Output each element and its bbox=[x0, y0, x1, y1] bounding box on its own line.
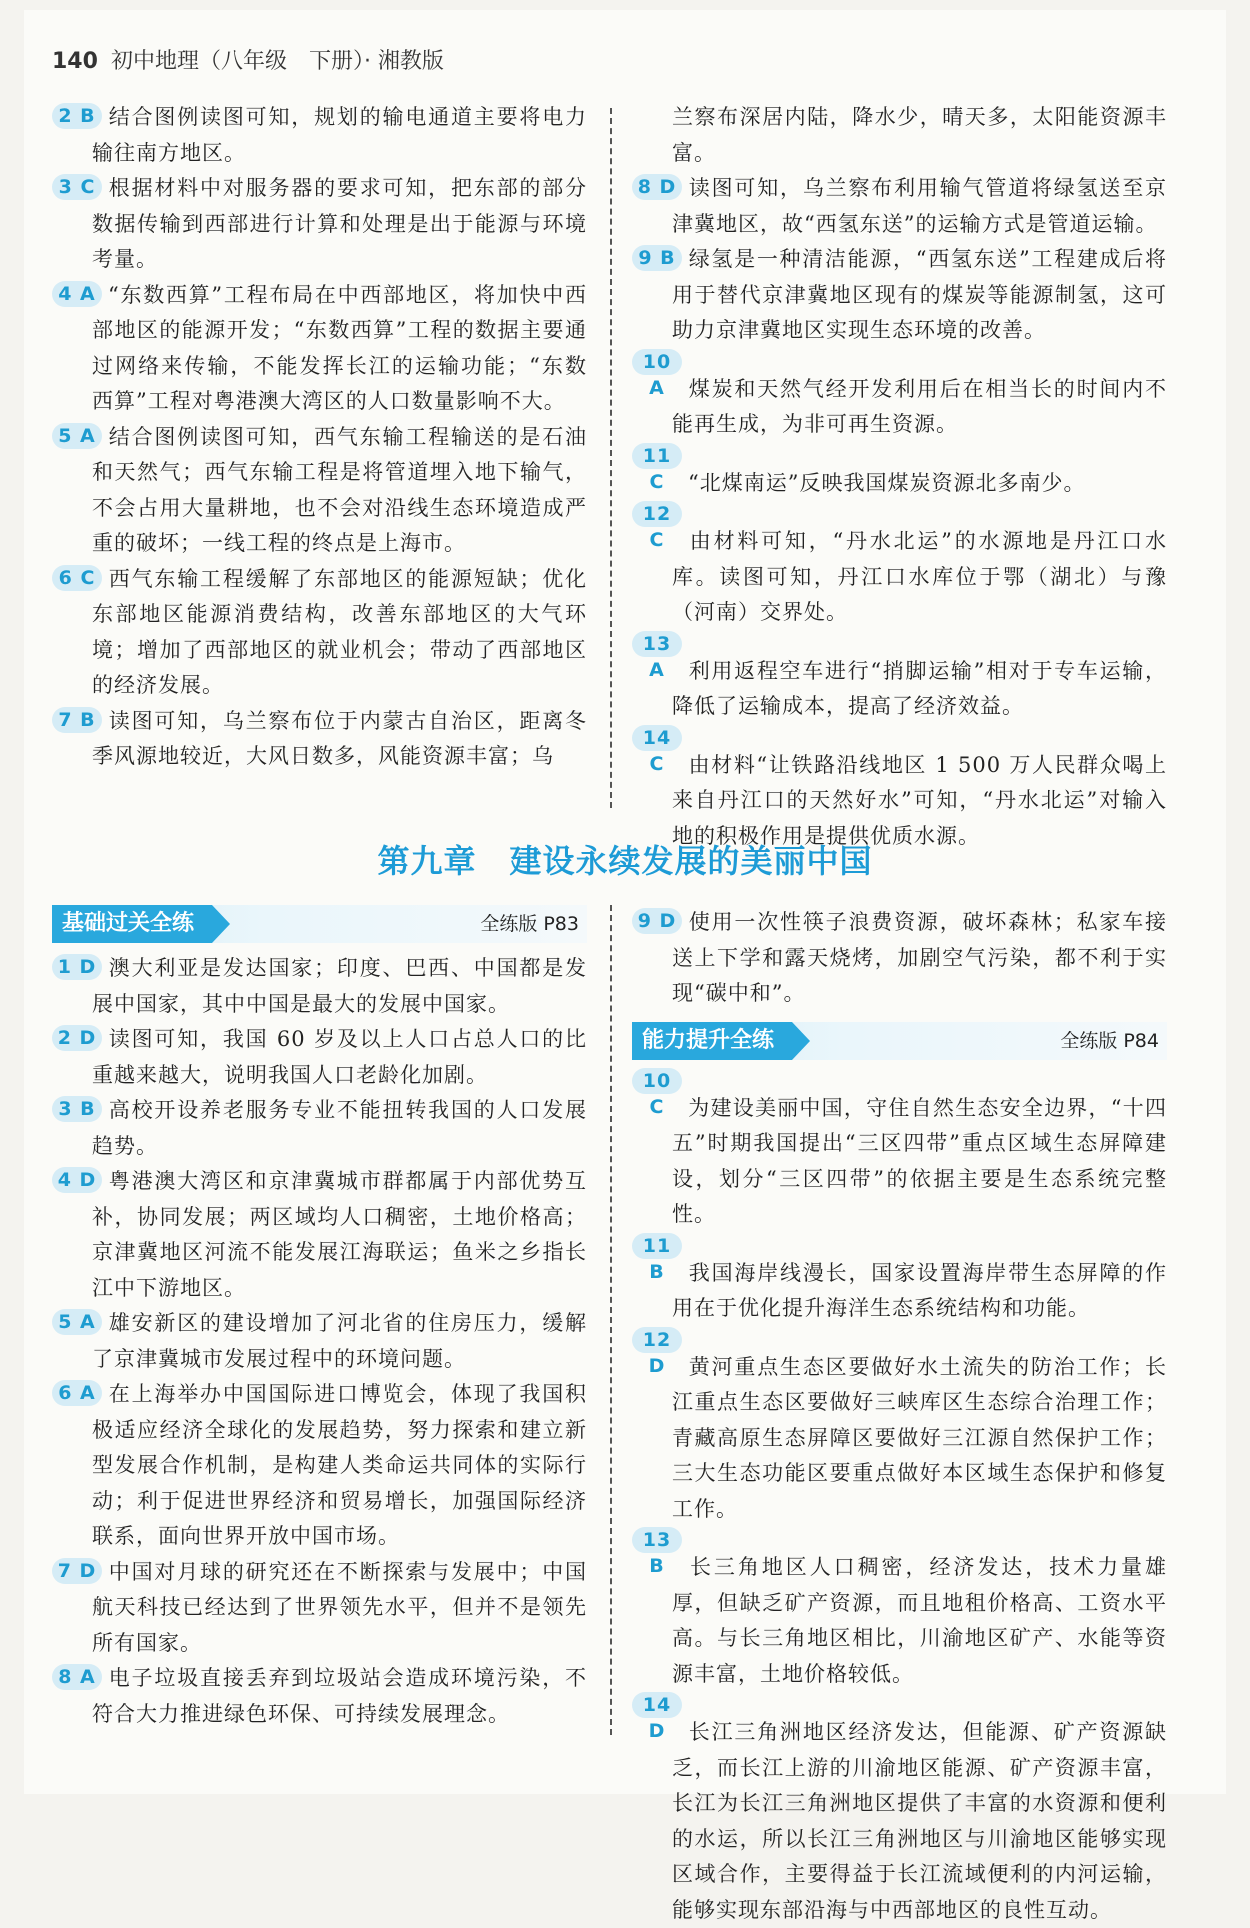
answer-item bbox=[52, 562, 587, 704]
answer-badge: 4 A bbox=[52, 281, 102, 307]
section-page-ref: 全练版 P83 bbox=[480, 913, 579, 935]
answer-text: 黄河重点生态区要做好水土流失的防治工作；长江重点生态区要做好三峡库区生态综合治理工作；青藏高原生态屏障区要做好三江源自然保护工作；三大生态功能区要重点做好本区域生态保护和修复工作。 bbox=[672, 1354, 1167, 1521]
answer-item bbox=[632, 631, 1167, 725]
answer-item bbox=[52, 1093, 587, 1164]
answer-text: 煤炭和天然气经开发利用后在相当长的时间内不能再生成，为非可再生资源。 bbox=[672, 376, 1167, 436]
section-label: 基础过关全练 bbox=[52, 905, 212, 943]
answer-badge: 13 A bbox=[632, 631, 682, 657]
answer-item bbox=[52, 278, 587, 420]
answer-badge: 10 C bbox=[632, 1068, 682, 1094]
answer-item bbox=[632, 1692, 1167, 1928]
answer-text: 长三角地区人口稠密，经济发达，技术力量雄厚，但缺乏矿产资源，而且地租价格高、工资水平高。与长三角地区相比，川渝地区矿产、水能等资源丰富，土地价格较低。 bbox=[672, 1555, 1167, 1686]
answer-text: 中国对月球的研究还在不断探索与发展中；中国航天科技已经达到了世界领先水平，但并不是领先所有国家。 bbox=[92, 1559, 587, 1655]
answer-text: 为建设美丽中国，守住自然生态安全边界，“十四五”时期我国提出“三区四带”重点区域生态屏障建设，划分“三区四带”的依据主要是生态系统完整性。 bbox=[672, 1095, 1167, 1226]
answer-item bbox=[632, 1527, 1167, 1692]
answer-text: 西气东输工程缓解了东部地区的能源短缺；优化东部地区能源消费结构，改善东部地区的大气环境；增加了西部地区的就业机会；带动了西部地区的经济发展。 bbox=[92, 566, 587, 697]
answer-badge: 9 B bbox=[632, 245, 682, 271]
answer-badge: 3 B bbox=[52, 1096, 102, 1122]
answer-badge: 8 D bbox=[632, 174, 682, 200]
answer-badge: 9 D bbox=[632, 908, 682, 934]
answer-text: 粤港澳大湾区和京津冀城市群都属于内部优势互补，协同发展；两区域均人口稠密，土地价格高；京津冀地区河流不能发展江海联运；鱼米之乡指长江中下游地区。 bbox=[92, 1169, 587, 1300]
answer-badge: 5 A bbox=[52, 1309, 102, 1335]
answer-badge: 10 A bbox=[632, 349, 682, 375]
answer-text: 利用返程空车进行“捎脚运输”相对于专车运输，降低了运输成本，提高了经济效益。 bbox=[672, 658, 1167, 718]
answer-text: 读图可知，乌兰察布利用输气管道将绿氢送至京津冀地区，故“西氢东送”的运输方式是管道运输。 bbox=[672, 176, 1167, 236]
bottom-left-column bbox=[52, 905, 587, 1732]
answer-text: 雄安新区的建设增加了河北省的住房压力，缓解了京津冀城市发展过程中的环境问题。 bbox=[92, 1311, 587, 1371]
section-label: 能力提升全练 bbox=[632, 1022, 792, 1060]
answer-text: 我国海岸线漫长，国家设置海岸带生态屏障的作用在于优化提升海洋生态系统结构和功能。 bbox=[672, 1260, 1167, 1320]
answer-badge: 4 D bbox=[52, 1167, 102, 1193]
answer-text: 长江三角洲地区经济发达，但能源、矿产资源缺乏，而长江上游的川渝地区能源、矿产资源丰富，长江为长江三角洲地区提供了丰富的水资源和便利的水运，所以长江三角洲地区与川渝地区能够实现区域合作，主要得益于长江流域便利的内河运输，能够实现东部沿海与中西部地区的良性互动。 bbox=[672, 1720, 1167, 1922]
answer-item bbox=[52, 171, 587, 278]
answer-text: 澳大利亚是发达国家；印度、巴西、中国都是发展中国家，其中中国是最大的发展中国家。 bbox=[92, 956, 587, 1016]
answer-item bbox=[52, 951, 587, 1022]
answer-badge: 3 C bbox=[52, 174, 102, 200]
running-head bbox=[52, 44, 444, 75]
answer-item bbox=[632, 443, 1167, 502]
answer-badge: 14 C bbox=[632, 725, 682, 751]
answer-item bbox=[632, 349, 1167, 443]
answer-item bbox=[52, 1377, 587, 1555]
answer-text: 读图可知，乌兰察布位于内蒙古自治区，距离冬季风源地较近，大风日数多，风能资源丰富；乌 bbox=[92, 708, 587, 768]
answer-item bbox=[52, 1555, 587, 1662]
answer-text: 结合图例读图可知，西气东输工程输送的是石油和天然气；西气东输工程是将管道埋入地下输气，不会占用大量耕地，也不会对沿线生态环境造成严重的破坏；一线工程的终点是上海市。 bbox=[92, 424, 587, 555]
answer-item bbox=[632, 501, 1167, 631]
bottom-right-column bbox=[632, 905, 1167, 1928]
answer-text: 电子垃圾直接丢弃到垃圾站会造成环境污染，不符合大力推进绿色环保、可持续发展理念。 bbox=[92, 1666, 587, 1726]
answer-text: 使用一次性筷子浪费资源，破坏森林；私家车接送上下学和露天烧烤，加剧空气污染，都不利于实现“碳中和”。 bbox=[672, 910, 1167, 1005]
answer-badge: 12 D bbox=[632, 1327, 682, 1353]
answer-badge: 7 D bbox=[52, 1558, 102, 1584]
answer-badge: 2 D bbox=[52, 1025, 102, 1051]
answer-item bbox=[52, 704, 587, 775]
answer-item bbox=[52, 100, 587, 171]
answer-item bbox=[632, 905, 1167, 1012]
answer-badge: 2 B bbox=[52, 103, 102, 129]
answer-item bbox=[632, 242, 1167, 349]
answer-text: 高校开设养老服务专业不能扭转我国的人口发展趋势。 bbox=[92, 1098, 587, 1158]
page-number: 140 bbox=[52, 49, 98, 74]
answer-badge: 8 A bbox=[52, 1664, 102, 1690]
answer-text: 由材料可知，“丹水北运”的水源地是丹江口水库。读图可知，丹江口水库位于鄂（湖北）与豫（河南）交界处。 bbox=[672, 529, 1167, 624]
answer-item bbox=[52, 1661, 587, 1732]
column-divider-bottom bbox=[610, 905, 612, 1735]
answer-item bbox=[632, 1327, 1167, 1528]
top-left-column bbox=[52, 100, 587, 775]
answer-item bbox=[632, 1233, 1167, 1327]
answer-text: 根据材料中对服务器的要求可知，把东部的部分数据传输到西部进行计算和处理是出于能源与环境考量。 bbox=[92, 176, 587, 271]
answer-text: 在上海举办中国国际进口博览会，体现了我国积极适应经济全球化的发展趋势，努力探索和建立新型发展合作机制，是构建人类命运共同体的实际行动；利于促进世界经济和贸易增长，加强国际经济联系，面向世界开放中国市场。 bbox=[92, 1382, 587, 1548]
answer-badge: 1 D bbox=[52, 954, 102, 980]
answer-text: “东数西算”工程布局在中西部地区，将加快中西部地区的能源开发；“东数西算”工程的数据主要通过网络来传输，不能发挥长江的运输功能；“东数西算”工程对粤港澳大湾区的人口数量影响不大。 bbox=[92, 282, 587, 413]
answer-badge: 11 B bbox=[632, 1233, 682, 1259]
answer-text: 读图可知，我国 60 岁及以上人口占总人口的比重越来越大，说明我国人口老龄化加剧。 bbox=[92, 1027, 587, 1087]
answer-item bbox=[52, 1164, 587, 1306]
answer-text: 绿氢是一种清洁能源，“西氢东送”工程建成后将用于替代京津冀地区现有的煤炭等能源制氢，这可助力京津冀地区实现生态环境的改善。 bbox=[672, 247, 1167, 342]
section-page-ref: 全练版 P84 bbox=[1060, 1029, 1159, 1052]
answer-badge: 13 B bbox=[632, 1527, 682, 1553]
answer-text: 结合图例读图可知，规划的输电通道主要将电力输往南方地区。 bbox=[92, 105, 587, 165]
answer-item bbox=[632, 171, 1167, 242]
answer-text: 由材料“让铁路沿线地区 1 500 万人民群众喝上来自丹江口的天然好水”可知，“丹水北运”对输入地的积极作用是提供优质水源。 bbox=[672, 752, 1167, 848]
section-header-ability bbox=[632, 1022, 1167, 1060]
answer-item bbox=[52, 1306, 587, 1377]
chapter-title: 第九章 建设永续发展的美丽中国 bbox=[377, 842, 873, 880]
answer-item bbox=[52, 420, 587, 562]
continued-text: 兰察布深居内陆，降水少，晴天多，太阳能资源丰富。 bbox=[672, 105, 1167, 165]
answer-item bbox=[632, 1068, 1167, 1233]
answer-badge: 12 C bbox=[632, 501, 682, 527]
top-right-column bbox=[632, 100, 1167, 854]
answer-badge: 11 C bbox=[632, 443, 682, 469]
section-header-basic bbox=[52, 905, 587, 943]
answer-item bbox=[52, 1022, 587, 1093]
answer-badge: 6 A bbox=[52, 1380, 102, 1406]
answer-text: “北煤南运”反映我国煤炭资源北多南少。 bbox=[688, 470, 1086, 495]
answer-badge: 7 B bbox=[52, 707, 102, 733]
answer-badge: 6 C bbox=[52, 565, 102, 591]
book-title: 初中地理（八年级 下册）· 湘教版 bbox=[110, 49, 444, 74]
answer-badge: 14 D bbox=[632, 1692, 682, 1718]
column-divider-top bbox=[610, 108, 612, 808]
answer-badge: 5 A bbox=[52, 423, 102, 449]
answer-item bbox=[632, 725, 1167, 855]
